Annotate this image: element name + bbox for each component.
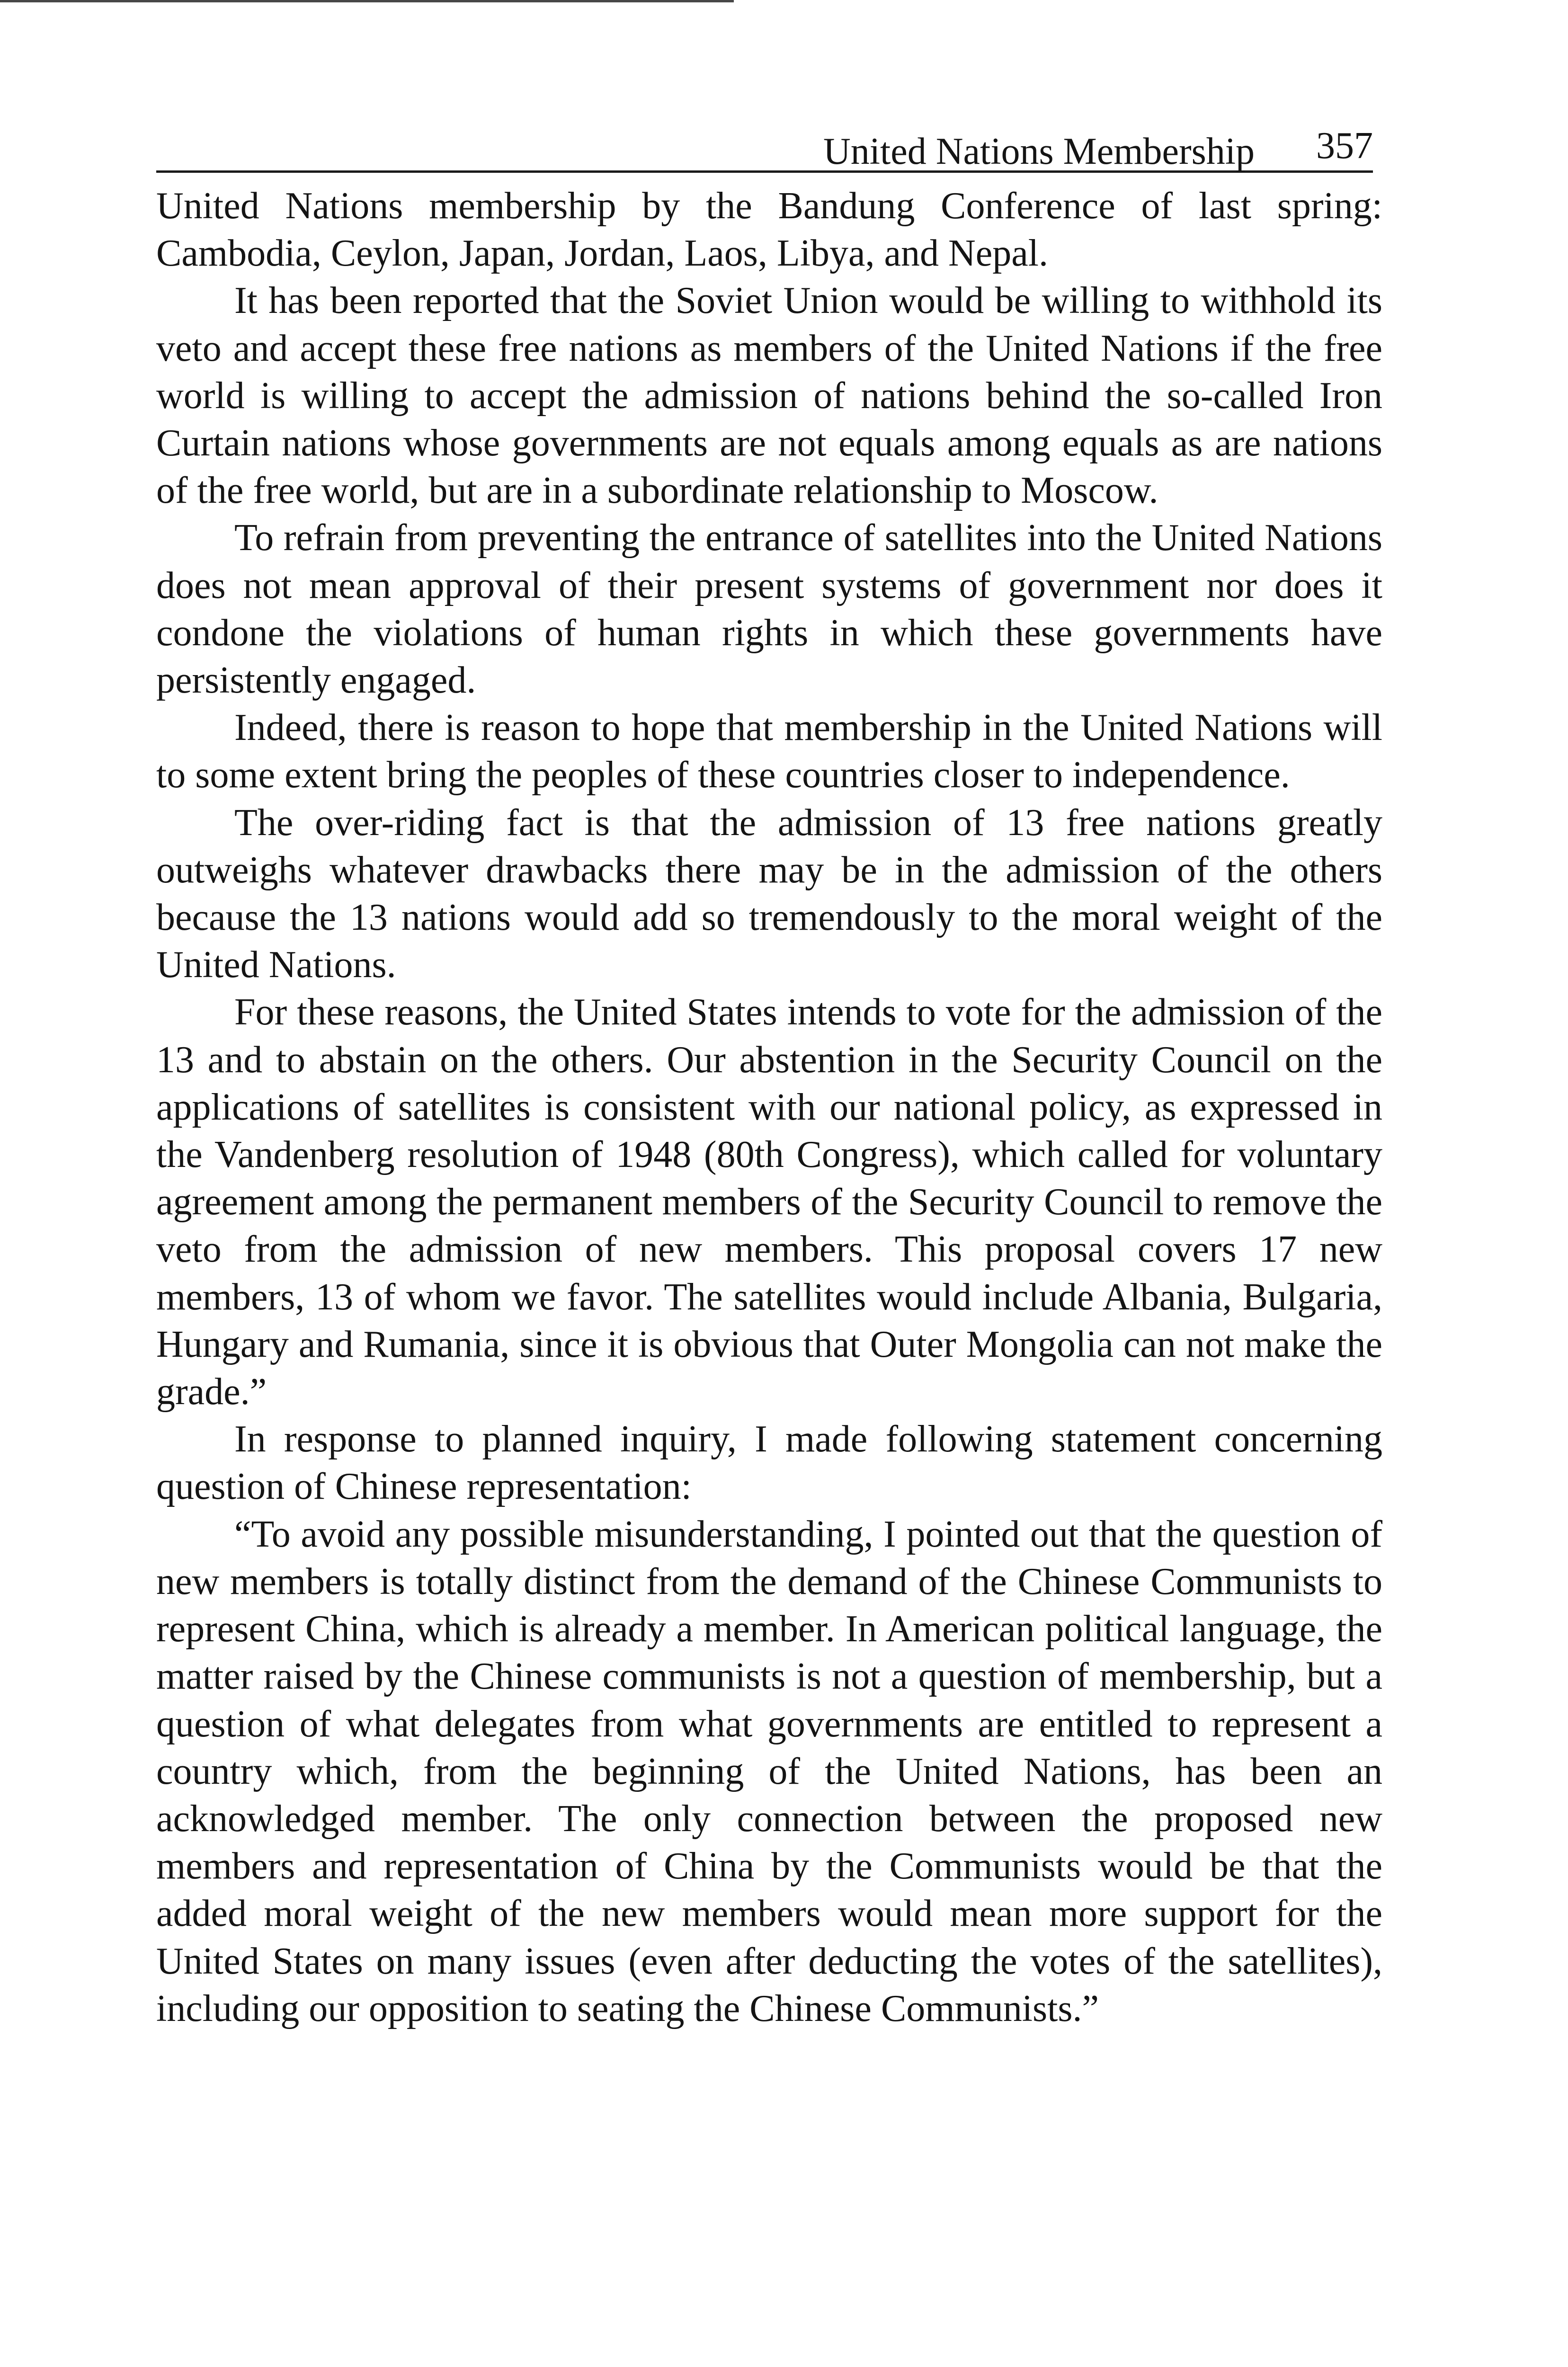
scan-edge-line <box>0 0 734 2</box>
paragraph-independence: Indeed, there is reason to hope that membership in the United Nations will to some extent bring the peoples of these countries closer to independence. <box>156 707 1382 796</box>
paragraph-satellites: To refrain from preventing the entrance of satellites into the United Nations does not mean approval of their present systems of government nor does it condone the violations of human rights in which these governments have persistently engaged. <box>156 517 1382 702</box>
paragraph-overriding-fact: The over-riding fact is that the admission of 13 free nations greatly outweighs whatever drawbacks there may be in the admission of the others because the 13 nations would add so tremendously to the moral weight of the United Nations. <box>156 801 1382 986</box>
paragraph-soviet-veto: It has been reported that the Soviet Union would be willing to withhold its veto and accept these free nations as members of the United Nations if the free world is willing to accept the admission of nations behind the so-called Iron Curtain nations whose governments are not equals among equals as are nations of the free world, but are in a subordinate relationship to Moscow. <box>156 280 1382 512</box>
paragraph-us-vote: For these reasons, the United States intends to vote for the admission of the 13 and to abstain on the others. Our abstention in the Security Council on the applications of satellites is consistent with our national policy, as expressed in the Vandenberg resolution of 1948 (80th Congress), which called for voluntary agreement among the permanent members of the Security Council to remove the veto from the admission of new members. This proposal covers 17 new members, 13 of whom we favor. The satellites would include Albania, Bulgaria, Hungary and Rumania, since it is obvious that Outer Mongolia can not make the grade.” <box>156 991 1382 1413</box>
paragraph-chinese-representation: “To avoid any possible misunderstanding, I pointed out that the question of new members is totally distinct from the demand of the Chinese Communists to represent China, which is already a member. In American political language, the matter raised by the Chinese communists is not a question of membership, but a question of what delegates from what governments are entitled to represent a country which, from the beginning of the United Nations, has been an acknowledged member. The only connection between the proposed new members and representation of China by the Communists would be that the added moral weight of the new members would mean more support for the United States on many issues (even after deducting the votes of the satellites), including our opposition to seating the Chinese Communists.” <box>156 1513 1382 2029</box>
body-text <box>156 182 1382 2032</box>
running-header <box>156 118 1373 173</box>
paragraph-continuation: United Nations membership by the Bandung Conference of last spring: Cambodia, Ceylon, Japan, Jordan, Laos, Libya, and Nepal. <box>156 185 1382 275</box>
running-title: United Nations Membership <box>823 131 1255 172</box>
book-page <box>156 118 1382 2032</box>
page-number: 357 <box>1316 125 1373 167</box>
paragraph-inquiry: In response to planned inquiry, I made following statement concerning question of Chinese representation: <box>156 1418 1382 1508</box>
